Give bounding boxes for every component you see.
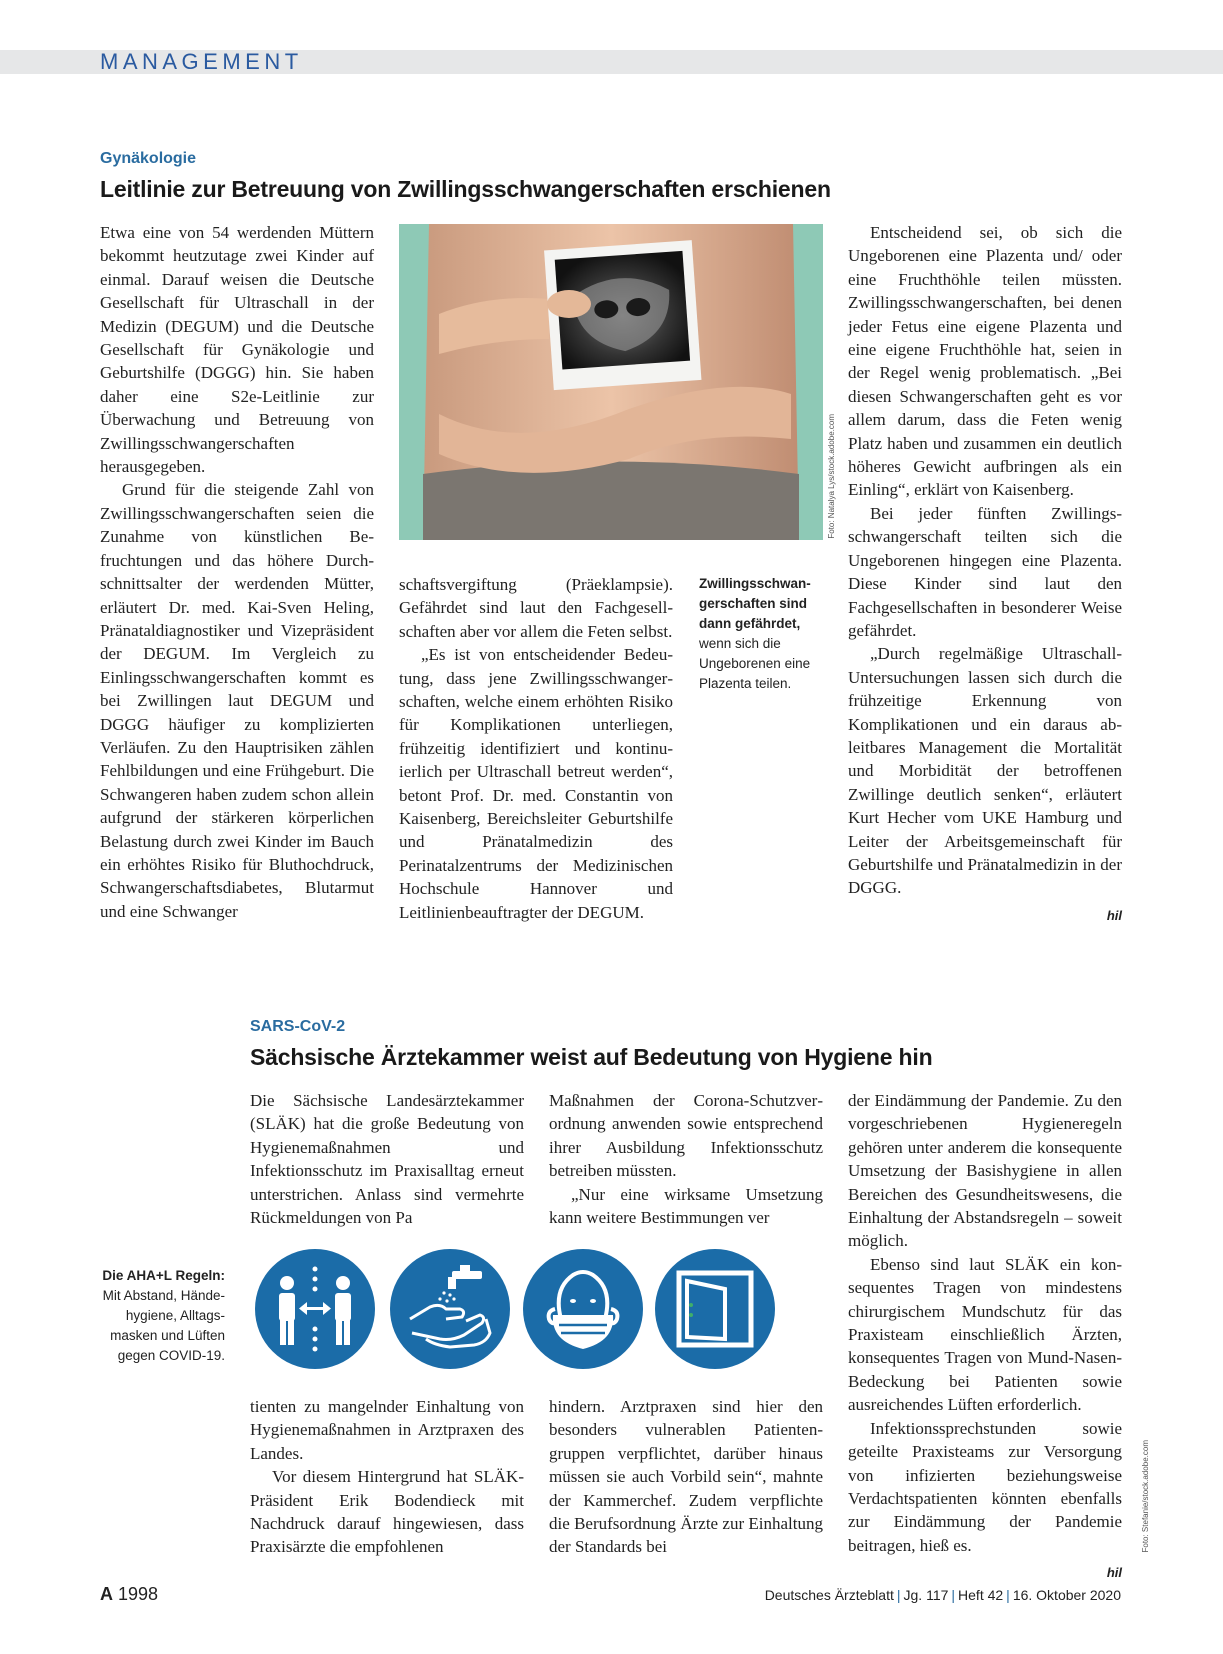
journal-footer [765, 1587, 1121, 1603]
distance-icon [255, 1249, 375, 1369]
article1-column-2 [399, 573, 673, 924]
divider: | [1006, 1587, 1010, 1603]
article2-title: Sächsische Ärztekammer weist auf Bedeutung von Hygiene hin [250, 1044, 933, 1070]
article2-image-caption [96, 1266, 225, 1366]
mask-icon [523, 1249, 643, 1369]
paragraph: der Eindämmung der Pandemie. Zu den vorgeschriebenen Hygieneregeln gehören unter anderem die konsequente Umsetzung der Basishygiene in allen Bereichen des Gesundheitswesens, die Einhaltung der Abstandsregeln – soweit möglich. [848, 1091, 1122, 1251]
article2-column-1-bottom [250, 1395, 524, 1559]
divider: | [951, 1587, 956, 1603]
page-number [100, 1584, 158, 1605]
paragraph: schaftsvergiftung (Präeklampsie). Gefährdet sind laut den Fachgesellschaften aber vor allem die Feten selbst. [399, 575, 673, 641]
author-signature: hil [1106, 907, 1122, 923]
paragraph: Grund für die steigende Zahl von Zwillingsschwangerschaften seien die Zunahme von künstlichen Befruchtungen und das höhere Durchschnittsalter der werdenden Mütter, erläutert Dr. med. Kai-Sven Heling, Pränataldiagnostiker und Vizepräsident der DEGUM. Im Vergleich zu Einlingsschwangerschaften kommt es bei Zwillingen laut DEGUM und DGGG häufiger zu komplizierten Verläufen. Zu den Hauptrisiken zählen Fehlbildungen und eine Frühgeburt. Die Schwangeren haben zudem schon allein aufgrund der stärkeren körperlichen Belastung durch zwei Kinder im Bauch ein erhöhtes Risiko für Bluthochdruck, Schwangerschaftsdiabetes, Blutarmut und eine Schwanger [100, 480, 374, 921]
paragraph: Infektionssprechstunden sowie geteilte Praxisteams zur Versorgung von infizierten beziehungsweise Verdachtspatienten könnten ebenfalls zur Eindämmung der Pandemie beitragen, hieß es. [848, 1418, 1122, 1555]
author-signature: hil [1106, 1565, 1122, 1581]
article1-column-1 [100, 221, 374, 923]
journal-name: Deutsches Ärzteblatt [764, 1587, 894, 1603]
article2-column-1-top [250, 1089, 524, 1229]
photo-credit: Foto: Natalya Lys/stock.adobe.com [827, 414, 836, 539]
paragraph: „Nur eine wirksame Umsetzung kann weitere Bestimmungen ver [549, 1184, 823, 1228]
paragraph: Vor diesem Hintergrund hat SLÄK-Präsident Erik Bodendieck mit Nachdruck darauf hingewiesen, dass Praxisärzte die empfohlenen [250, 1467, 524, 1557]
photo-credit: Foto: Stefanie/stock.adobe.com [1141, 1440, 1150, 1553]
article1-title: Leitlinie zur Betreuung von Zwillingsschwangerschaften erschienen [100, 176, 831, 202]
section-label: MANAGEMENT [100, 49, 303, 74]
article1-column-3 [848, 221, 1122, 927]
page-number-value: 1998 [118, 1584, 159, 1604]
pregnancy-ultrasound-photo [399, 224, 823, 540]
divider: | [896, 1587, 901, 1603]
article2-column-3 [848, 1089, 1122, 1585]
caption-lead: Die AHA+L Regeln: [102, 1268, 225, 1283]
paragraph: tienten zu mangelnder Einhaltung von Hygienemaßnahmen in Arztpraxen des Landes. [250, 1397, 524, 1463]
journal-issue: Heft 42 [958, 1587, 1004, 1603]
caption-text: wenn sich die Ungeborenen eine Plazenta teilen. [699, 636, 811, 691]
article1-photo-caption [699, 574, 824, 694]
article2-column-2-top [549, 1089, 823, 1229]
caption-lead: Zwillingsschwangerschaften sind dann gefährdet, [699, 576, 811, 631]
paragraph: „Es ist von entscheidender Bedeutung, dass jene Zwillingsschwangerschaften, welche einem erhöhten Risiko für Komplikationen unterliegen, frühzeitig identifiziert und kontinuierlich per Ultraschall betreut werden“, betont Prof. Dr. med. Constantin von Kaisenberg, Bereichsleiter Geburtshilfe und Pränatalmedizin des Perinatalzentrums der Medizinischen Hochschule Hannover und Leitlinienbeauftragter der DEGUM. [399, 645, 673, 922]
caption-text: Mit Abstand, Händehygiene, Alltagsmasken und Lüften gegen COVID-19. [102, 1288, 225, 1363]
paragraph: Maßnahmen der Corona-Schutzverordnung anwenden sowie entsprechend ihrer Ausbildung Infektionsschutz betreiben müssten. [549, 1091, 823, 1181]
paragraph: hindern. Arztpraxen sind hier den besonders vulnerablen Patientengruppen verpflichtet, darüber hinaus müssen sie auch Vorbild sein“, mahnte der Kammerchef. Zudem verpflichte die Berufsordnung Ärzte zur Einhaltung der Standards bei [549, 1397, 823, 1557]
page-prefix: A [100, 1584, 113, 1604]
paragraph: Etwa eine von 54 werdenden Müttern bekommt heutzutage zwei Kinder auf einmal. Darauf weisen die Deutsche Gesellschaft für Ultraschall in der Medizin (DEGUM) und die Deutsche Gesellschaft für Gynäkologie und Geburtshilfe (DGGG) hin. Sie haben daher eine S2e-Leitlinie zur Überwachung und Betreuung von Zwillingsschwangerschaften herausgegeben. [100, 223, 374, 477]
photo-illustration [399, 224, 823, 540]
handwashing-icon [390, 1249, 510, 1369]
journal-date: 16. Oktober 2020 [1012, 1587, 1121, 1603]
paragraph: Entscheidend sei, ob sich die Ungeborenen eine Plazenta und/ oder eine Fruchthöhle teilen müssten. Zwillingsschwangerschaften, bei denen jeder Fetus eine eigene Plazenta und eine eigene Fruchthöhle hat, seien in der Regel wenig problematisch. „Bei diesen Schwangerschaften geht es vor allem darum, dass die Feten wenig Platz haben und zusammen ein deutlich höheres Gewicht aufbringen als ein Einling“, erklärt von Kaisenberg. [848, 223, 1122, 500]
article2-column-2-bottom [549, 1395, 823, 1559]
article1-kicker: Gynäkologie [100, 150, 197, 167]
paragraph: Bei jeder fünften Zwillingsschwangerschaft teilten sich die Ungeborenen hingegen eine Plazenta. Diese Kinder sind laut den Fachgesellschaften in besonderer Weise gefährdet. [848, 503, 1122, 640]
journal-volume: Jg. 117 [903, 1587, 949, 1603]
paragraph: Die Sächsische Landesärztekammer (SLÄK) hat die große Bedeutung von Hygienemaßnahmen und Infektionsschutz im Praxisalltag erneut unterstrichen. Anlass sind vermehrte Rückmeldungen von Pa [250, 1091, 524, 1228]
paragraph: Ebenso sind laut SLÄK ein konsequentes Tragen von mindestens chirurgischem Mundschutz für das Praxisteam einschließlich Ärzten, konsequentes Tragen von Mund-Nasen-Bedeckung bei Patienten sowie ausreichendes Lüften erforderlich. [848, 1254, 1122, 1415]
article2-kicker: SARS-CoV-2 [250, 1018, 346, 1035]
paragraph: „Durch regelmäßige Ultraschall-Untersuchungen lassen sich durch die frühzeitige Erkennung von Komplikationen und ein daraus ableitbares Management die Mortalität und Morbidität der betroffenen Zwillinge deutlich senken“, erläutert Kurt Hecher vom UKE Hamburg und Leiter der Arbeitsgemeinschaft für Geburtshilfe und Pränatalmedizin in der DGGG. [848, 644, 1122, 898]
ventilation-icon [655, 1249, 775, 1369]
